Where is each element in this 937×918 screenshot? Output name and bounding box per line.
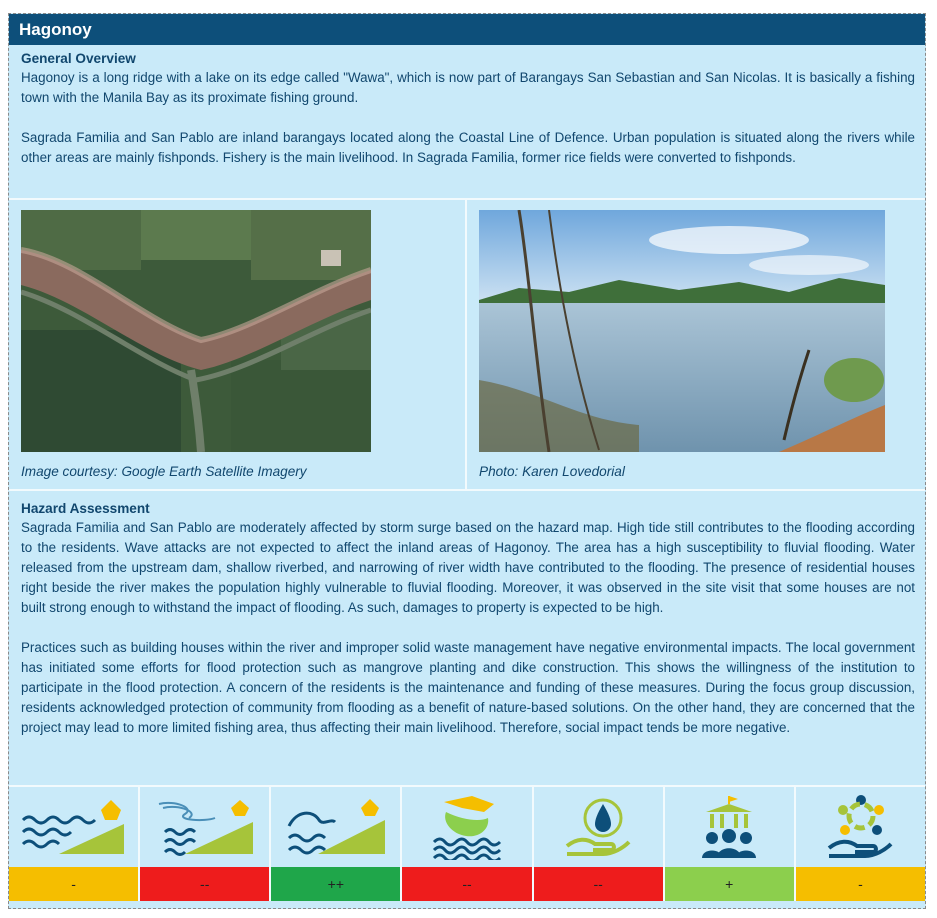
overview-paragraph-1: Hagonoy is a long ridge with a lake on its edge called "Wawa", which is now part of Barangays San Sebastian and San Nicolas. It is basically a fishing town with the Manila Bay as its proximate fishing ground. bbox=[21, 70, 915, 105]
score-wave-attack: ++ bbox=[271, 867, 402, 901]
hagonoy-card bbox=[8, 13, 926, 909]
institution-people-icon bbox=[696, 794, 762, 860]
indicator-cell-river-flood bbox=[140, 787, 271, 867]
indicator-cell-resource bbox=[534, 787, 665, 867]
hazard-paragraph-2: Practices such as building houses within the river and improper solid waste management have negative environmental impacts. The local government has initiated some efforts for flood protection such as mangrove planting and dike construction. This shows the willingness of the institution to participate in the flood protection. A concern of the residents is the maintenance and funding of these measures. During the focus group discussion, residents acknowledged protection of community from flooding as a benefit of nature-based solutions. On the other hand, they are concerned that the project may lead to more limited fishing area, thus affecting their main livelihood. Therefore, social impact tends be more negative. bbox=[21, 640, 915, 735]
hazard-heading: Hazard Assessment bbox=[21, 501, 150, 516]
images-section bbox=[9, 200, 925, 491]
lake-photo bbox=[479, 210, 885, 452]
score-storm-surge: - bbox=[9, 867, 140, 901]
wave-attack-icon bbox=[283, 796, 388, 858]
lake-photo-panel bbox=[467, 200, 925, 489]
overview-paragraph-2: Sagrada Familia and San Pablo are inland barangays located along the Coastal Line of Defence. Urban population is situated along the rivers while other areas are mainly fishponds. Fishery is the main livelihood. In Sagrada Familia, former rice fields were converted to fishponds. bbox=[21, 130, 915, 165]
hazard-paragraph-1: Sagrada Familia and San Pablo are moderately affected by storm surge based on the hazard map. High tide still contributes to the flooding according to the residents. Wave attacks are not expected to affect the inland areas of Hagonoy. The area has a high susceptibility to fluvial flooding. Water released from the upstream dam, shallow riverbed, and narrowing of river width have contributed to the flooding. The presence of residential houses right beside the river makes the population highly vulnerable to fluvial flooding. Moreover, it was observed in the site visit that some houses are not built strong enough to withstand the impact of flooding. As such, damages to property is expected to be high. bbox=[21, 520, 915, 615]
indicator-cell-environment bbox=[402, 787, 533, 867]
indicator-cell-institution bbox=[665, 787, 796, 867]
environment-icon bbox=[432, 794, 502, 860]
satellite-image-caption: Image courtesy: Google Earth Satellite Imagery bbox=[21, 464, 307, 479]
community-hand-icon bbox=[825, 794, 895, 860]
satellite-image-panel bbox=[9, 200, 467, 489]
indicator-cell-wave-attack bbox=[271, 787, 402, 867]
overview-heading: General Overview bbox=[21, 51, 136, 66]
indicator-cell-community bbox=[796, 787, 925, 867]
indicator-score-row bbox=[9, 867, 925, 901]
hazard-assessment-section bbox=[9, 491, 925, 787]
resource-hand-icon bbox=[563, 794, 633, 860]
score-resource: -- bbox=[534, 867, 665, 901]
score-river-flood: -- bbox=[140, 867, 271, 901]
satellite-image bbox=[21, 210, 371, 452]
indicator-cell-storm-surge bbox=[9, 787, 140, 867]
score-environment: -- bbox=[402, 867, 533, 901]
indicator-icon-row bbox=[9, 787, 925, 867]
storm-surge-icon bbox=[19, 796, 129, 858]
lake-photo-caption: Photo: Karen Lovedorial bbox=[479, 464, 625, 479]
score-community: - bbox=[796, 867, 925, 901]
general-overview-section bbox=[9, 45, 925, 200]
page-title: Hagonoy bbox=[9, 14, 925, 45]
score-institution: + bbox=[665, 867, 796, 901]
river-flood-icon bbox=[155, 796, 255, 858]
